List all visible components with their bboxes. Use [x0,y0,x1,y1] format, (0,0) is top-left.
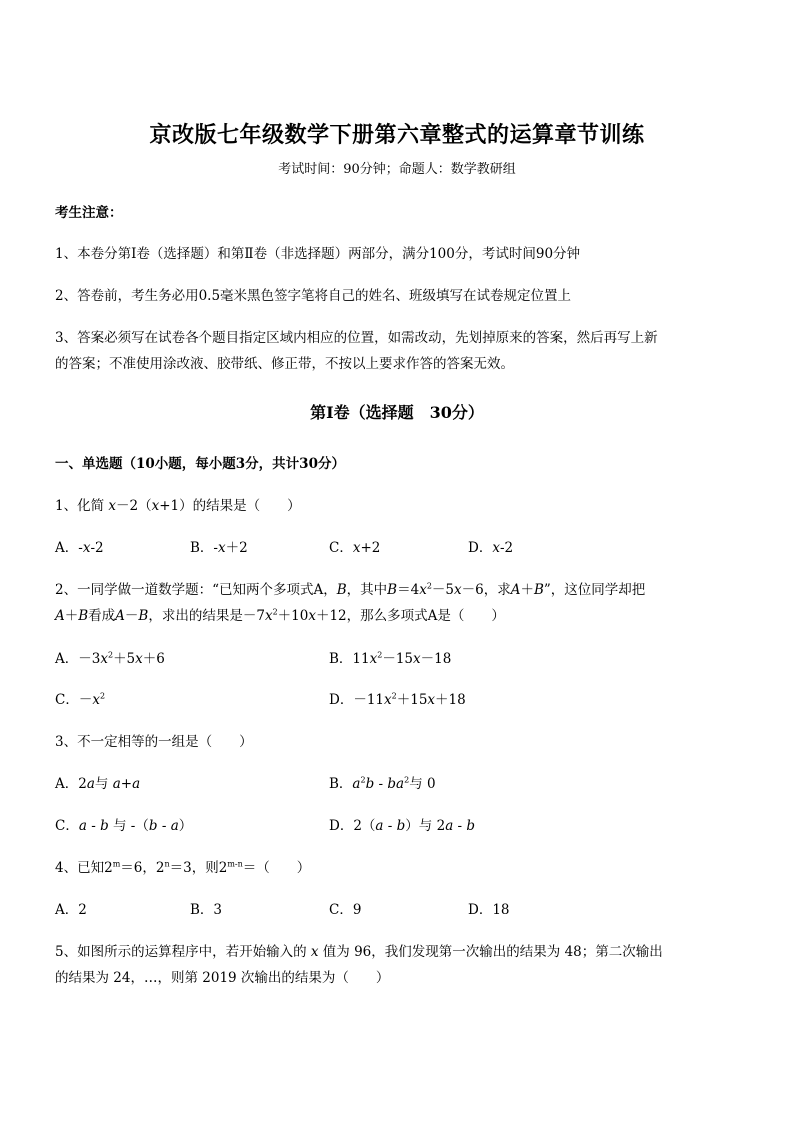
q3-option-d: D．2（a - b）与 2a - b [329,818,476,834]
question-2-line-1: 2、一同学做一道数学题：“已知两个多项式A，B，其中$B=4x^2-5x-6$，求A＋B”，这位同学却把 [55,581,646,598]
notice-item-2: 2、答卷前，考生务必用0.5毫米黑色签字笔将自己的姓名、班级填写在试卷规定位置上 [55,288,572,304]
q1-option-d: D．x-2 [468,540,514,556]
question-1: 1、化简 x－2（x+1）的结果是（ ） [55,498,301,514]
q1-option-a: A．-x-2 [55,540,104,556]
notice-heading: 考生注意： [55,205,123,221]
q4-option-c: C．9 [329,902,362,918]
part-title: 第Ⅰ卷（选择题 30分） [310,403,484,422]
notice-item-3: 3、答案必须写在试卷各个题目指定区域内相应的位置，如需改动，先划掉原来的答案，然后再写上新 [55,330,658,346]
page-title: 京改版七年级数学下册第六章整式的运算章节训练 [149,122,645,148]
question-5-line-1: 5、如图所示的运算程序中，若开始输入的 x 值为 96，我们发现第一次输出的结果为 48；第二次输出 [55,944,663,960]
notice-item-1: 1、本卷分第Ⅰ卷（选择题）和第Ⅱ卷（非选择题）两部分，满分100分，考试时间90分钟 [55,246,581,262]
section-heading: 一、单选题（10小题，每小题3分，共计30分） [55,456,345,472]
q4-option-a: A．2 [55,902,87,918]
q3-option-c: C．a - b 与 -（b - a） [55,818,193,834]
q3-option-a: A．2a与 a+a [55,776,141,792]
question-2-line-2: A＋B看成A－B，求出的结果是$-7x^2+10x+12$，那么多项式A是（ ） [55,607,505,624]
question-3: 3、不一定相等的一组是（ ） [55,734,253,750]
q2-option-a: A．$-3x^2+5x+6$ [55,650,165,667]
q2-option-b: B．$11x^2-15x-18$ [329,650,452,667]
question-4: 4、已知$2^m=6$，$2^n=3$，则$2^{m-n}=$（ ） [55,859,311,876]
q1-option-c: C．x+2 [329,540,381,556]
q4-option-b: B．3 [190,902,223,918]
q1-option-b: B．-x＋2 [190,540,248,556]
q2-option-c: C．$-x^2$ [55,691,106,708]
q4-option-d: D．18 [468,902,510,918]
notice-item-3-cont: 的答案；不准使用涂改液、胶带纸、修正带，不按以上要求作答的答案无效。 [55,356,514,372]
q2-option-d: D．$-11x^2+15x+18$ [329,691,466,708]
question-5-line-2: 的结果为 24，…，则第 2019 次输出的结果为（ ） [55,970,390,986]
q3-option-b: B．$a^2b - ba^2$与 0 [329,775,436,792]
exam-info: 考试时间：90分钟；命题人：数学教研组 [278,162,516,177]
